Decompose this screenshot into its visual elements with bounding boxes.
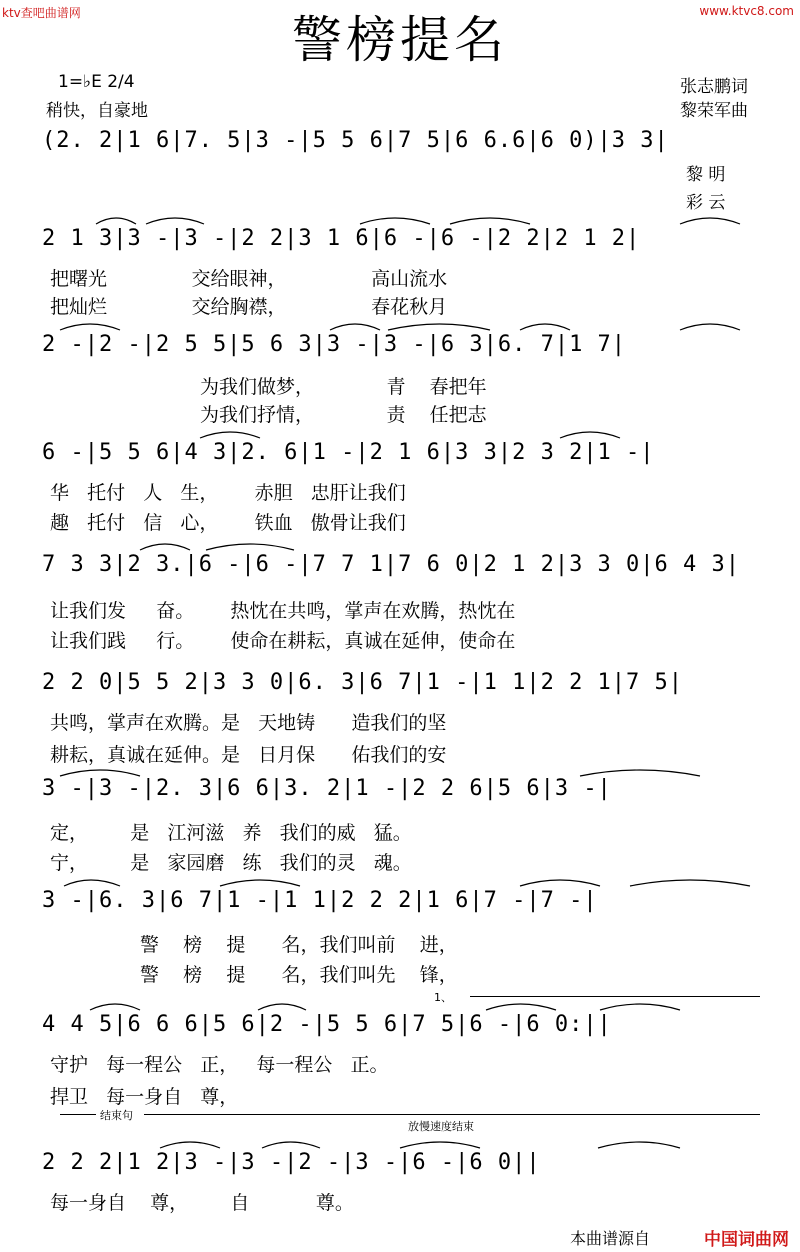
slur-mark <box>450 218 530 224</box>
lyric-line-6a: 共鸣，掌声在欢腾。是 天地铸 造我们的坚 <box>50 712 447 734</box>
slur-mark <box>220 880 300 886</box>
score-line-10: 2 2 2|1 2|3 -|3 -|2 -|3 -|6 -|6 0|| <box>42 1150 541 1175</box>
lyric-line-9b: 捍卫 每一身自 尊， <box>50 1086 239 1108</box>
lyric-line-5b: 让我们践 行。 使命在耕耘，真诚在延伸，使命在 <box>50 630 516 652</box>
slur-mark <box>200 432 260 438</box>
lyric-line-5a: 让我们发 奋。 热忱在共鸣，掌声在欢腾，热忱在 <box>50 600 516 622</box>
tempo-marking: 稍快，自豪地 <box>46 101 148 121</box>
score-line-2: 2 1 3|3 -|3 -|2 2|3 1 6|6 -|6 -|2 2|2 1 2| <box>42 226 641 251</box>
lyric-line-4a: 华 托付 人 生， 赤胆 忠肝让我们 <box>50 482 406 504</box>
ending-tempo-label: 放慢速度结束 <box>408 1120 474 1133</box>
lyric-line-7a: 定， 是 江河滋 养 我们的威 猛。 <box>50 822 412 844</box>
slur-mark <box>90 1004 140 1010</box>
score-line-7: 3 -|3 -|2. 3|6 6|3. 2|1 -|2 2 6|5 6|3 -| <box>42 776 612 801</box>
slur-mark <box>680 218 740 224</box>
slur-mark <box>400 1142 480 1148</box>
slur-mark <box>600 1004 680 1010</box>
score-line-4: 6 -|5 5 6|4 3|2. 6|1 -|2 1 6|3 3|2 3 2|1 -| <box>42 440 655 465</box>
source-brand: 中国词曲网 <box>704 1230 789 1250</box>
slur-mark <box>560 432 620 438</box>
score-line-5: 7 3 3|2 3.|6 -|6 -|7 7 1|7 6 0|2 1 2|3 3 0|6 4 3| <box>42 552 741 577</box>
composer-credit: 黎荣军曲 <box>680 101 748 121</box>
song-title: 警榜提名 <box>292 11 508 69</box>
slur-mark <box>140 544 190 550</box>
coda-line-right <box>144 1114 760 1115</box>
slur-mark <box>60 324 120 330</box>
key-time-signature: 1=♭E 2/4 <box>58 72 135 92</box>
lyric-line-3b: 为我们抒情， 责 任把志 <box>200 404 487 426</box>
lyric-line-2a: 把曙光 交给眼神， 高山流水 <box>50 268 448 290</box>
slur-mark <box>486 1004 556 1010</box>
slur-mark <box>160 1142 220 1148</box>
slur-mark <box>206 544 294 550</box>
slur-mark <box>258 1004 306 1010</box>
score-line-8: 3 -|6. 3|6 7|1 -|1 1|2 2 2|1 6|7 -|7 -| <box>42 888 598 913</box>
lyric-line-9a: 守护 每一程公 正， 每一程公 正。 <box>50 1054 389 1076</box>
lyricist-credit: 张志鹏词 <box>680 77 748 97</box>
score-line-1: (2. 2|1 6|7. 5|3 -|5 5 6|7 5|6 6.6|6 0)|3 3| <box>42 128 669 153</box>
slur-mark <box>598 1142 680 1148</box>
lyric-line-2b: 把灿烂 交给胸襟， 春花秋月 <box>50 296 448 318</box>
slur-mark <box>96 218 136 224</box>
score-line-3: 2 -|2 -|2 5 5|5 6 3|3 -|3 -|6 3|6. 7|1 7| <box>42 332 627 357</box>
slur-mark <box>262 1142 320 1148</box>
volta-bracket-line <box>470 996 760 997</box>
lyric-line-10: 每一身自 尊， 自 尊。 <box>50 1192 354 1214</box>
lyric-line-8a: 警 榜 提 名，我们叫前 进， <box>140 934 458 956</box>
source-note: 本曲谱源自 <box>570 1229 651 1248</box>
watermark-right: www.ktvc8.com <box>699 4 794 18</box>
lyric-line-4b: 趣 托付 信 心， 铁血 傲骨让我们 <box>50 512 406 534</box>
singer-label-1: 黎 明 <box>686 165 726 185</box>
slur-mark <box>520 324 570 330</box>
slur-mark <box>64 880 120 886</box>
slur-mark <box>520 880 600 886</box>
coda-label: 结束句 <box>100 1109 133 1122</box>
score-line-6: 2 2 0|5 5 2|3 3 0|6. 3|6 7|1 -|1 1|2 2 1|7 5| <box>42 670 684 695</box>
slur-mark <box>360 218 430 224</box>
volta-label: 1、 <box>434 991 452 1004</box>
watermark-left: ktv查吧曲谱网 <box>2 6 81 20</box>
slur-mark <box>680 324 740 330</box>
slur-mark <box>388 324 490 330</box>
slur-mark <box>630 880 750 886</box>
lyric-line-8b: 警 榜 提 名，我们叫先 锋， <box>140 964 458 986</box>
lyric-line-6b: 耕耘，真诚在延伸。是 日月保 佑我们的安 <box>50 744 447 766</box>
slur-mark <box>146 218 204 224</box>
lyric-line-3a: 为我们做梦， 青 春把年 <box>200 376 487 398</box>
score-line-9: 4 4 5|6 6 6|5 6|2 -|5 5 6|7 5|6 -|6 0:|| <box>42 1012 612 1037</box>
coda-line-left <box>60 1114 96 1115</box>
singer-label-2: 彩 云 <box>686 193 726 213</box>
slur-mark <box>330 324 380 330</box>
lyric-line-7b: 宁， 是 家园磨 练 我们的灵 魂。 <box>50 852 412 874</box>
